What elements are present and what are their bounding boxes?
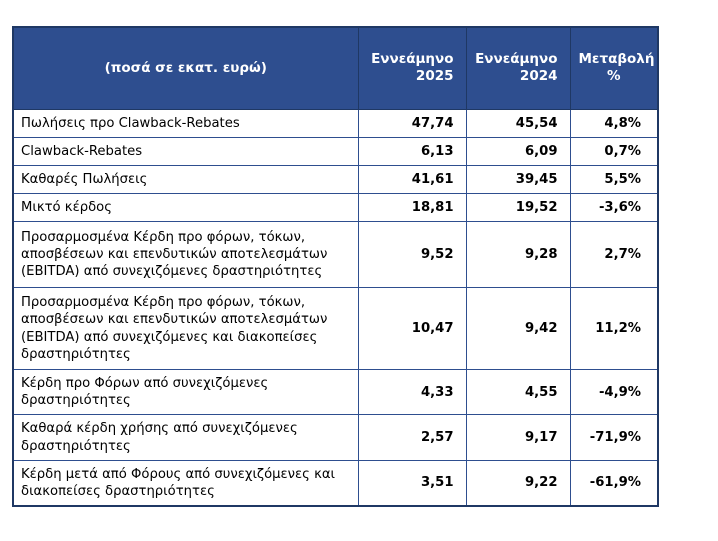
table-row bbox=[13, 460, 658, 506]
row-label: Προσαρμοσμένα Κέρδη προ φόρων, τόκων, αποσβέσεων και επενδυτικών αποτελεσμάτων (EBITDA) από συνεχιζόμενες δραστηριότητες bbox=[13, 222, 358, 288]
table-header bbox=[13, 27, 658, 109]
row-change: -3,6% bbox=[570, 193, 658, 221]
row-value-2025: 41,61 bbox=[358, 165, 466, 193]
row-change: -4,9% bbox=[570, 370, 658, 415]
column-header-2024-line2: 2024 bbox=[519, 68, 558, 85]
row-label: Πωλήσεις προ Clawback-Rebates bbox=[13, 109, 358, 137]
row-label: Προσαρμοσμένα Κέρδη προ φόρων, τόκων, αποσβέσεων και επενδυτικών αποτελεσμάτων (EBITDA) από συνεχιζόμενες και διακοπείσες δραστηριότητες bbox=[13, 288, 358, 370]
table-row bbox=[13, 165, 658, 193]
column-header-2025-line1: Εννεάμηνο bbox=[371, 51, 454, 68]
row-value-2025: 2,57 bbox=[358, 415, 466, 460]
row-value-2024: 9,17 bbox=[466, 415, 570, 460]
column-header-label: (ποσά σε εκατ. ευρώ) bbox=[13, 27, 358, 109]
table-body bbox=[13, 109, 658, 506]
row-change: 11,2% bbox=[570, 288, 658, 370]
row-label: Κέρδη προ Φόρων από συνεχιζόμενες δραστηριότητες bbox=[13, 370, 358, 415]
row-value-2025: 9,52 bbox=[358, 222, 466, 288]
row-value-2024: 45,54 bbox=[466, 109, 570, 137]
row-value-2024: 19,52 bbox=[466, 193, 570, 221]
table-row bbox=[13, 137, 658, 165]
column-header-2025-line2: 2025 bbox=[415, 68, 454, 85]
row-change: 5,5% bbox=[570, 165, 658, 193]
row-value-2024: 6,09 bbox=[466, 137, 570, 165]
row-value-2025: 3,51 bbox=[358, 460, 466, 506]
table-row bbox=[13, 370, 658, 415]
column-header-change-line1: Μεταβολή bbox=[578, 51, 655, 68]
row-change: -71,9% bbox=[570, 415, 658, 460]
row-value-2024: 4,55 bbox=[466, 370, 570, 415]
row-value-2024: 39,45 bbox=[466, 165, 570, 193]
row-label: Μικτό κέρδος bbox=[13, 193, 358, 221]
row-label: Καθαρές Πωλήσεις bbox=[13, 165, 358, 193]
row-label: Καθαρά κέρδη χρήσης από συνεχιζόμενες δραστηριότητες bbox=[13, 415, 358, 460]
row-change: 0,7% bbox=[570, 137, 658, 165]
table-row bbox=[13, 222, 658, 288]
column-header-2025 bbox=[358, 27, 466, 109]
row-value-2025: 47,74 bbox=[358, 109, 466, 137]
table-row bbox=[13, 193, 658, 221]
row-change: 4,8% bbox=[570, 109, 658, 137]
column-header-2024-line1: Εννεάμηνο bbox=[475, 51, 558, 68]
column-header-change-line2: % bbox=[606, 68, 621, 85]
row-change: 2,7% bbox=[570, 222, 658, 288]
row-value-2025: 4,33 bbox=[358, 370, 466, 415]
row-change: -61,9% bbox=[570, 460, 658, 506]
table-row bbox=[13, 288, 658, 370]
table-row bbox=[13, 415, 658, 460]
row-label: Κέρδη μετά από Φόρους από συνεχιζόμενες και διακοπείσες δραστηριότητες bbox=[13, 460, 358, 506]
row-value-2025: 10,47 bbox=[358, 288, 466, 370]
row-value-2024: 9,28 bbox=[466, 222, 570, 288]
header-row bbox=[13, 27, 658, 109]
row-value-2024: 9,22 bbox=[466, 460, 570, 506]
column-header-change bbox=[570, 27, 658, 109]
row-value-2024: 9,42 bbox=[466, 288, 570, 370]
table-row bbox=[13, 109, 658, 137]
row-label: Clawback-Rebates bbox=[13, 137, 358, 165]
financial-table-container bbox=[12, 26, 657, 507]
column-header-2024 bbox=[466, 27, 570, 109]
row-value-2025: 18,81 bbox=[358, 193, 466, 221]
row-value-2025: 6,13 bbox=[358, 137, 466, 165]
financial-table bbox=[12, 26, 659, 507]
